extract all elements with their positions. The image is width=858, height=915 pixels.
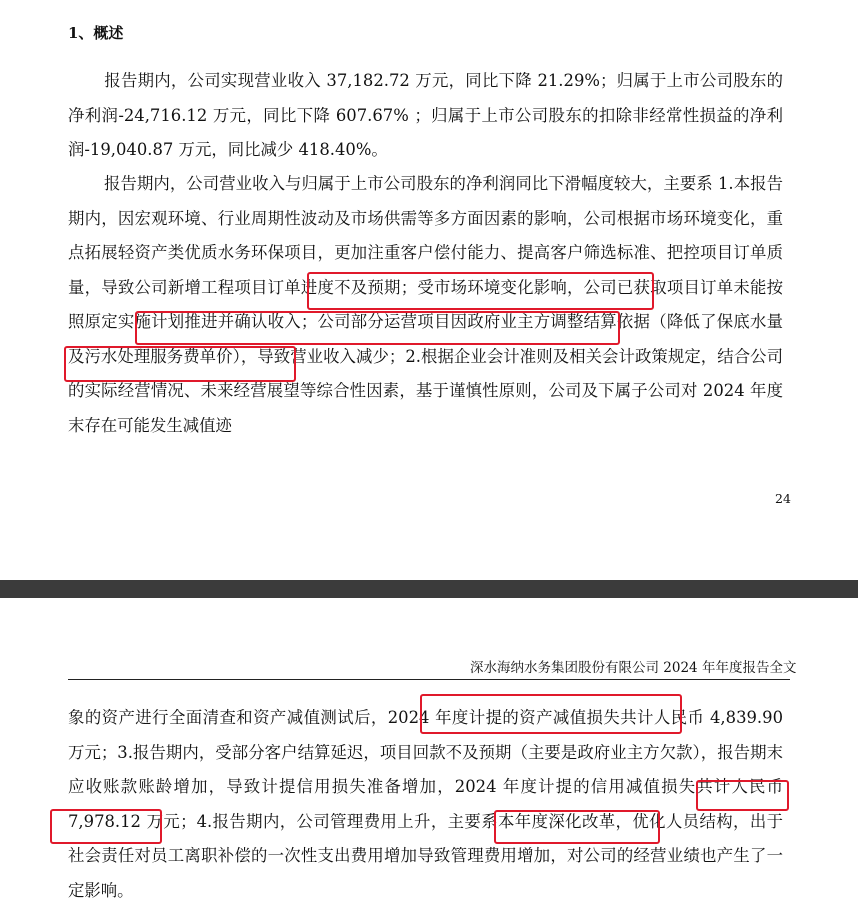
summary-text: 报告期内，公司实现营业收入 37,182.72 万元，同比下降 21.29%；归属于上市公司股东的净利润-24,716.12 万元，同比下降 607.67% ；归属于上市公司股东的扣除非经常性损益的净利润-19,040.87 万元，同比减少 418.40%。: [68, 71, 783, 159]
continued-text-b: 共计人民币 4,839.90 万元；3.报告期内，受部分客户结算延迟，项目回款不及预期（主要是政府业主方欠款），报告期末应收账款账龄增加，导致计提信用损失准备增加，2024 年度: [68, 708, 783, 796]
report-page-25: [0, 598, 858, 915]
reasons-text-d: （降低了保底水量及污水处理服务费单价），导致营业收入减少；2.根据企业会计准则及相关会计政策规定，结合公司的实际经营情况、未来经营展望等综合性因素，基于谨慎性原则，公司及下属子公司对 2024 年度末存在可能发生减值迹: [68, 312, 784, 435]
paragraph-continued: [68, 701, 783, 908]
continued-text-c: 共计人民币 7,978.12 万元；4.报告期内，: [68, 777, 784, 831]
highlight-text-1: 导致公司新增工程项目订单进度不及预期: [101, 277, 401, 297]
running-header: 深水海纳水务集团股份有限公司 2024 年年度报告全文: [470, 660, 797, 676]
page-separator: [0, 580, 858, 598]
highlight-text-6: 公司管理费用上升: [296, 811, 431, 831]
section-heading: 1、概述: [68, 24, 124, 42]
highlight-text-2: 公司已获取项目订单未能按照原定实施计划推进并确认收入: [68, 277, 784, 331]
continued-text-d: ，主要系本年度深化改革，优化人员结构，出于社会责任对员工离职补偿的一次性支出费用增加导致管理费用增加，对公司的经营业绩也产生了一定影响。: [68, 811, 784, 900]
page-number: 24: [775, 491, 791, 506]
reasons-text-b: ；受市场环境变化影响，: [400, 277, 584, 297]
header-rule: [68, 679, 790, 680]
paragraph-summary: [68, 64, 783, 168]
highlight-text-4: 2024 年度计提的资产减值损失: [387, 708, 621, 727]
reasons-text-c: ；公司部分运营项目: [300, 312, 451, 331]
highlight-text-3: 因政府业主方调整结算依据: [450, 312, 651, 331]
highlight-text-5: 计提的信用减值损失: [538, 777, 697, 796]
reasons-text-a: 报告期内，公司营业收入与归属于上市公司股东的净利润同比下滑幅度较大，主要系 1.本报告期内，因宏观环境、行业周期性波动及市场供需等多方面因素的影响，公司根据市场环境变化，重点拓展轻资产类优质水务环保项目，更加注重客户偿付能力、提高客户筛选标准、把控项目订单质量，: [68, 174, 783, 297]
continued-text-a: 象的资产进行全面清查和资产减值测试后，: [68, 708, 388, 727]
paragraph-reasons: [68, 167, 783, 443]
